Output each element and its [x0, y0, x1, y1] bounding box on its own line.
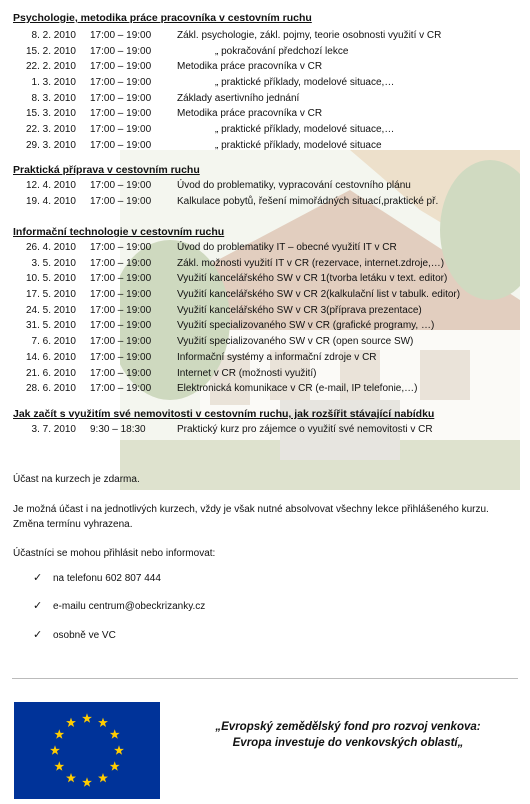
- row-time: 9:30 – 18:30: [90, 424, 146, 435]
- schedule-row: [0, 44, 530, 60]
- row-topic: Praktický kurz pro zájemce o využití své nemovitosti v CR: [177, 424, 433, 435]
- schedule-row: [0, 75, 530, 91]
- section-title-it: Informační technologie v cestovním ruchu: [13, 226, 225, 238]
- schedule-row: [0, 334, 530, 350]
- row-date: 29. 3. 2010: [25, 139, 76, 151]
- schedule-row: [0, 194, 530, 210]
- contact-intro-text: Účastníci se mohou přihlásit nebo informovat:: [13, 548, 216, 559]
- row-date: 19. 4. 2010: [25, 195, 76, 207]
- schedule-practical: [0, 178, 530, 209]
- row-time: 17:00 – 19:00: [90, 289, 152, 301]
- free-participation-text: Účast na kurzech je zdarma.: [13, 474, 140, 485]
- row-time: 17:00 – 19:00: [90, 257, 152, 269]
- row-topic: Využití kancelářského SW v CR 3(příprava prezentace): [177, 304, 422, 316]
- contact-in-person: osobně ve VC: [53, 630, 116, 641]
- row-topic: Využití specializovaného SW v CR (grafické programy, …): [177, 320, 435, 332]
- row-topic: „ pokračování předchozí lekce: [215, 45, 349, 57]
- row-topic: Úvod do problematiky IT – obecné využití IT v CR: [177, 242, 397, 253]
- row-topic: „ praktické příklady, modelové situace: [215, 139, 382, 151]
- row-time: 17:00 – 19:00: [90, 124, 152, 136]
- schedule-row: [0, 28, 530, 44]
- schedule-row: [0, 240, 530, 256]
- row-topic: Využití specializovaného SW v CR (open source SW): [177, 336, 414, 348]
- row-date: 12. 4. 2010: [25, 180, 76, 191]
- schedule-row: [0, 350, 530, 366]
- schedule-row: [0, 106, 530, 122]
- footer-divider: [12, 678, 518, 679]
- row-topic: Metodika práce pracovníka v CR: [177, 108, 323, 120]
- row-time: 17:00 – 19:00: [90, 195, 152, 207]
- section-title-property: Jak začít s využitím své nemovitosti v cestovním ruchu, jak rozšířit stávající nabídku: [13, 408, 435, 420]
- row-date: 24. 5. 2010: [25, 304, 76, 316]
- row-topic: Elektronická komunikace v CR (e-mail, IP telefonie,…): [177, 383, 418, 395]
- schedule-row: [0, 318, 530, 334]
- schedule-row: [0, 256, 530, 272]
- row-time: 17:00 – 19:00: [90, 61, 152, 73]
- schedule-row: [0, 381, 530, 397]
- contact-email: e-mailu centrum@obeckrizanky.cz: [53, 601, 206, 612]
- row-topic: Kalkulace pobytů, řešení mimořádných situací,praktické př.: [177, 195, 439, 207]
- schedule-property: [0, 422, 530, 438]
- schedule-row: [0, 138, 530, 154]
- row-time: 17:00 – 19:00: [90, 304, 152, 316]
- row-time: 17:00 – 19:00: [90, 180, 152, 191]
- eu-fund-quote-line-1: „Evropský zemědělský fond pro rozvoj venkova:: [215, 721, 481, 733]
- row-date: 8. 3. 2010: [31, 92, 76, 104]
- row-topic: „ praktické příklady, modelové situace,…: [215, 77, 395, 89]
- row-time: 17:00 – 19:00: [90, 351, 152, 363]
- row-date: 8. 2. 2010: [31, 30, 76, 41]
- row-time: 17:00 – 19:00: [90, 45, 152, 57]
- row-topic: Zákl. možnosti využití IT v CR (rezervace, internet.zdroje,…): [177, 257, 445, 269]
- row-date: 14. 6. 2010: [25, 351, 76, 363]
- row-topic: Využití kancelářského SW v CR 1(tvorba letáku v text. editor): [177, 273, 448, 285]
- participation-note-text: Je možná účast i na jednotlivých kurzech, vždy je však nutné absolvovat všechny lekce přihlášeného kurzu. Změna termínu vyhrazena.: [13, 504, 489, 530]
- row-date: 10. 5. 2010: [25, 273, 76, 285]
- row-date: 28. 6. 2010: [25, 383, 76, 395]
- row-topic: Zákl. psychologie, zákl. pojmy, teorie osobnosti využití v CR: [177, 30, 442, 41]
- check-icon: ✓: [33, 629, 43, 641]
- schedule-it: [0, 240, 530, 397]
- schedule-row: [0, 422, 530, 438]
- row-date: 15. 2. 2010: [25, 45, 76, 57]
- row-time: 17:00 – 19:00: [90, 242, 152, 253]
- row-time: 17:00 – 19:00: [90, 92, 152, 104]
- schedule-psychology: [0, 28, 530, 154]
- eu-fund-quote-line-2: Evropa investuje do venkovských oblastí„: [232, 737, 464, 749]
- row-date: 21. 6. 2010: [25, 367, 76, 379]
- row-time: 17:00 – 19:00: [90, 336, 152, 348]
- schedule-row: [0, 122, 530, 138]
- row-date: 3. 7. 2010: [31, 424, 76, 435]
- schedule-row: [0, 366, 530, 382]
- check-icon: ✓: [33, 600, 43, 612]
- row-time: 17:00 – 19:00: [90, 77, 152, 89]
- row-time: 17:00 – 19:00: [90, 367, 152, 379]
- row-topic: Internet v CR (možnosti využití): [177, 367, 317, 379]
- row-topic: Metodika práce pracovníka v CR: [177, 61, 323, 73]
- schedule-row: [0, 287, 530, 303]
- row-time: 17:00 – 19:00: [90, 383, 152, 395]
- row-date: 1. 3. 2010: [31, 77, 76, 89]
- section-title-psychology: Psychologie, metodika práce pracovníka v cestovním ruchu: [13, 12, 312, 24]
- row-time: 17:00 – 19:00: [90, 320, 152, 332]
- row-time: 17:00 – 19:00: [90, 273, 152, 285]
- eu-flag-logo: [14, 702, 160, 799]
- row-topic: „ praktické příklady, modelové situace,…: [215, 124, 395, 136]
- row-date: 7. 6. 2010: [31, 336, 76, 348]
- row-topic: Základy asertivního jednání: [177, 92, 300, 104]
- row-date: 17. 5. 2010: [25, 289, 76, 301]
- contact-phone: na telefonu 602 807 444: [53, 573, 161, 584]
- row-date: 3. 5. 2010: [31, 257, 76, 269]
- row-date: 15. 3. 2010: [25, 108, 76, 120]
- schedule-row: [0, 271, 530, 287]
- row-date: 22. 3. 2010: [25, 124, 76, 136]
- row-date: 22. 2. 2010: [25, 61, 76, 73]
- row-date: 31. 5. 2010: [25, 320, 76, 332]
- row-time: 17:00 – 19:00: [90, 139, 152, 151]
- schedule-row: [0, 59, 530, 75]
- check-icon: ✓: [33, 572, 43, 584]
- row-time: 17:00 – 19:00: [90, 108, 152, 120]
- row-topic: Úvod do problematiky, vypracování cestovního plánu: [177, 180, 411, 191]
- row-topic: Informační systémy a informační zdroje v CR: [177, 351, 377, 363]
- row-date: 26. 4. 2010: [25, 242, 76, 253]
- schedule-row: [0, 91, 530, 107]
- schedule-row: [0, 178, 530, 194]
- section-title-practical: Praktická příprava v cestovním ruchu: [13, 164, 200, 176]
- row-topic: Využití kancelářského SW v CR 2(kalkulační list v tabulk. editor): [177, 289, 461, 301]
- row-time: 17:00 – 19:00: [90, 30, 152, 41]
- schedule-row: [0, 303, 530, 319]
